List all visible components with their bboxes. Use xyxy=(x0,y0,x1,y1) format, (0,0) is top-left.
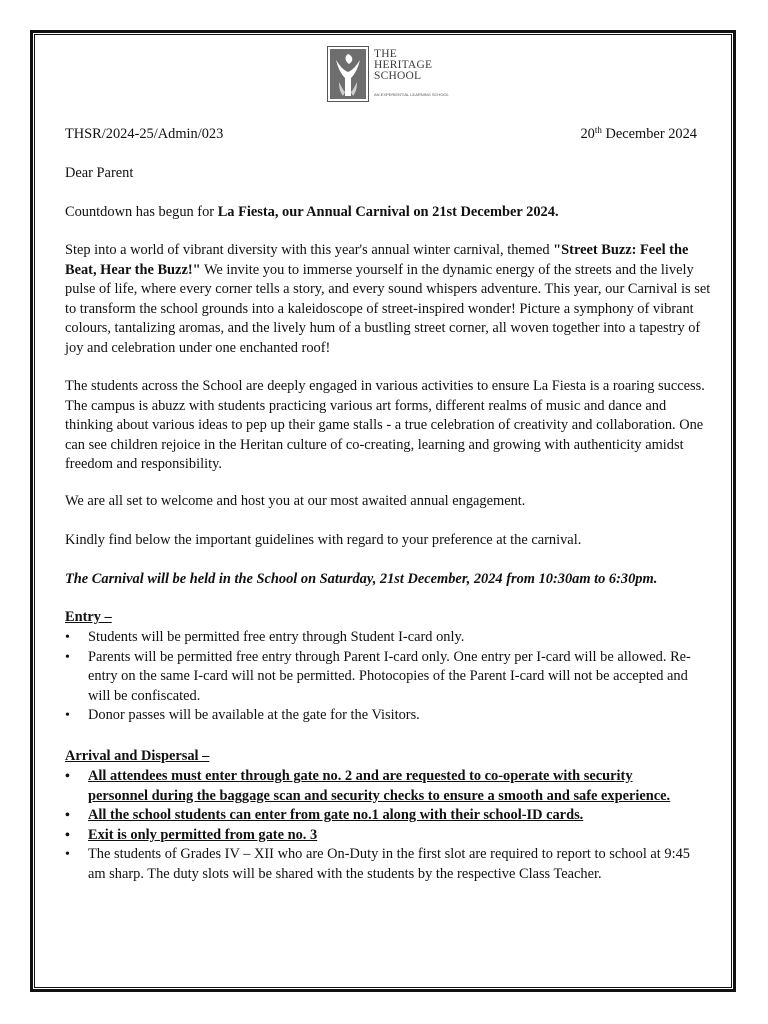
logo-line-1: THE xyxy=(374,48,397,60)
countdown-intro: Countdown has begun for xyxy=(65,204,218,220)
list-item: • All the school students can enter from gate no.1 along with their school-ID cards. xyxy=(65,806,695,826)
date-suffix: th xyxy=(594,125,602,135)
logo-tagline: AN EXPERIENTIAL LEARNING SCHOOL xyxy=(374,92,449,97)
arrival-list xyxy=(65,767,695,884)
countdown-line xyxy=(65,203,715,223)
guidelines-intro: Kindly find below the important guidelines with regard to your preference at the carnival. xyxy=(65,532,582,548)
reference-number: THSR/2024-25/Admin/023 xyxy=(65,126,224,142)
logo-line-3: SCHOOL xyxy=(374,70,422,82)
entry-list xyxy=(65,628,695,726)
list-item: • Students will be permitted free entry through Student I-card only. xyxy=(65,628,695,648)
countdown-event: La Fiesta, our Annual Carnival on 21st December 2024. xyxy=(217,204,559,220)
theme-paragraph xyxy=(65,241,715,358)
welcome-paragraph: We are all set to welcome and host you at our most awaited annual engagement. xyxy=(65,493,526,509)
theme-title: "Street Buzz: Feel the Beat, Hear the Buzz!" xyxy=(65,242,689,278)
entry-heading: Entry – xyxy=(65,609,112,625)
heritage-logo-icon xyxy=(327,46,369,102)
logo-wordmark xyxy=(374,49,432,82)
list-item: • The students of Grades IV – XII who are On-Duty in the first slot are required to report to school at 9:45 am sharp. The duty slots will be shared with the students by the respective Class Teacher. xyxy=(65,845,695,884)
carnival-schedule: The Carnival will be held in the School on Saturday, 21st December, 2024 from 10:30am to 6:30pm. xyxy=(65,571,658,587)
list-item: • Exit is only permitted from gate no. 3 xyxy=(65,826,695,846)
list-item: • All attendees must enter through gate no. 2 and are requested to co-operate with security personnel during the baggage scan and security checks to ensure a smooth and safe experience. xyxy=(65,767,695,806)
activities-paragraph: The students across the School are deeply engaged in various activities to ensure La Fiesta is a roaring success. The campus is abuzz with students practicing various art forms, different realms of music and dance and thinking about various ideas to pep up their game stalls - a true celebration of creativity and collaboration. One can see children rejoice in the Heritan culture of co-creating, learning and growing with authenticity amidst freedom and responsibility. xyxy=(65,378,705,472)
school-logo xyxy=(327,46,447,102)
salutation: Dear Parent xyxy=(65,165,134,181)
date-day: 20 xyxy=(580,126,595,142)
logo-line-2: HERITAGE xyxy=(374,59,433,71)
letter-date xyxy=(580,125,697,145)
date-rest: December 2024 xyxy=(601,126,697,142)
list-item: • Parents will be permitted free entry through Parent I-card only. One entry per I-card will be allowed. Re-entry on the same I-card will not be permitted. Photocopies of the Parent I-card will not be accepted and will be confiscated. xyxy=(65,648,695,707)
theme-description: We invite you to immerse yourself in the dynamic energy of the streets and the lively pulse of life, where every corner tells a story, and every sound whispers adventure. This year, our Carnival is set to transform the school grounds into a kaleidoscope of street-inspired wonder! Picture a symphony of vibrant colours, tantalizing aromas, and the lively hum of a bustling street corner, all woven together into a tapestry of joy and celebration under one enchanted roof! xyxy=(65,261,711,356)
arrival-heading: Arrival and Dispersal – xyxy=(65,748,210,764)
theme-intro: Step into a world of vibrant diversity with this year's annual winter carnival, themed xyxy=(65,242,554,258)
list-item: • Donor passes will be available at the gate for the Visitors. xyxy=(65,706,695,726)
